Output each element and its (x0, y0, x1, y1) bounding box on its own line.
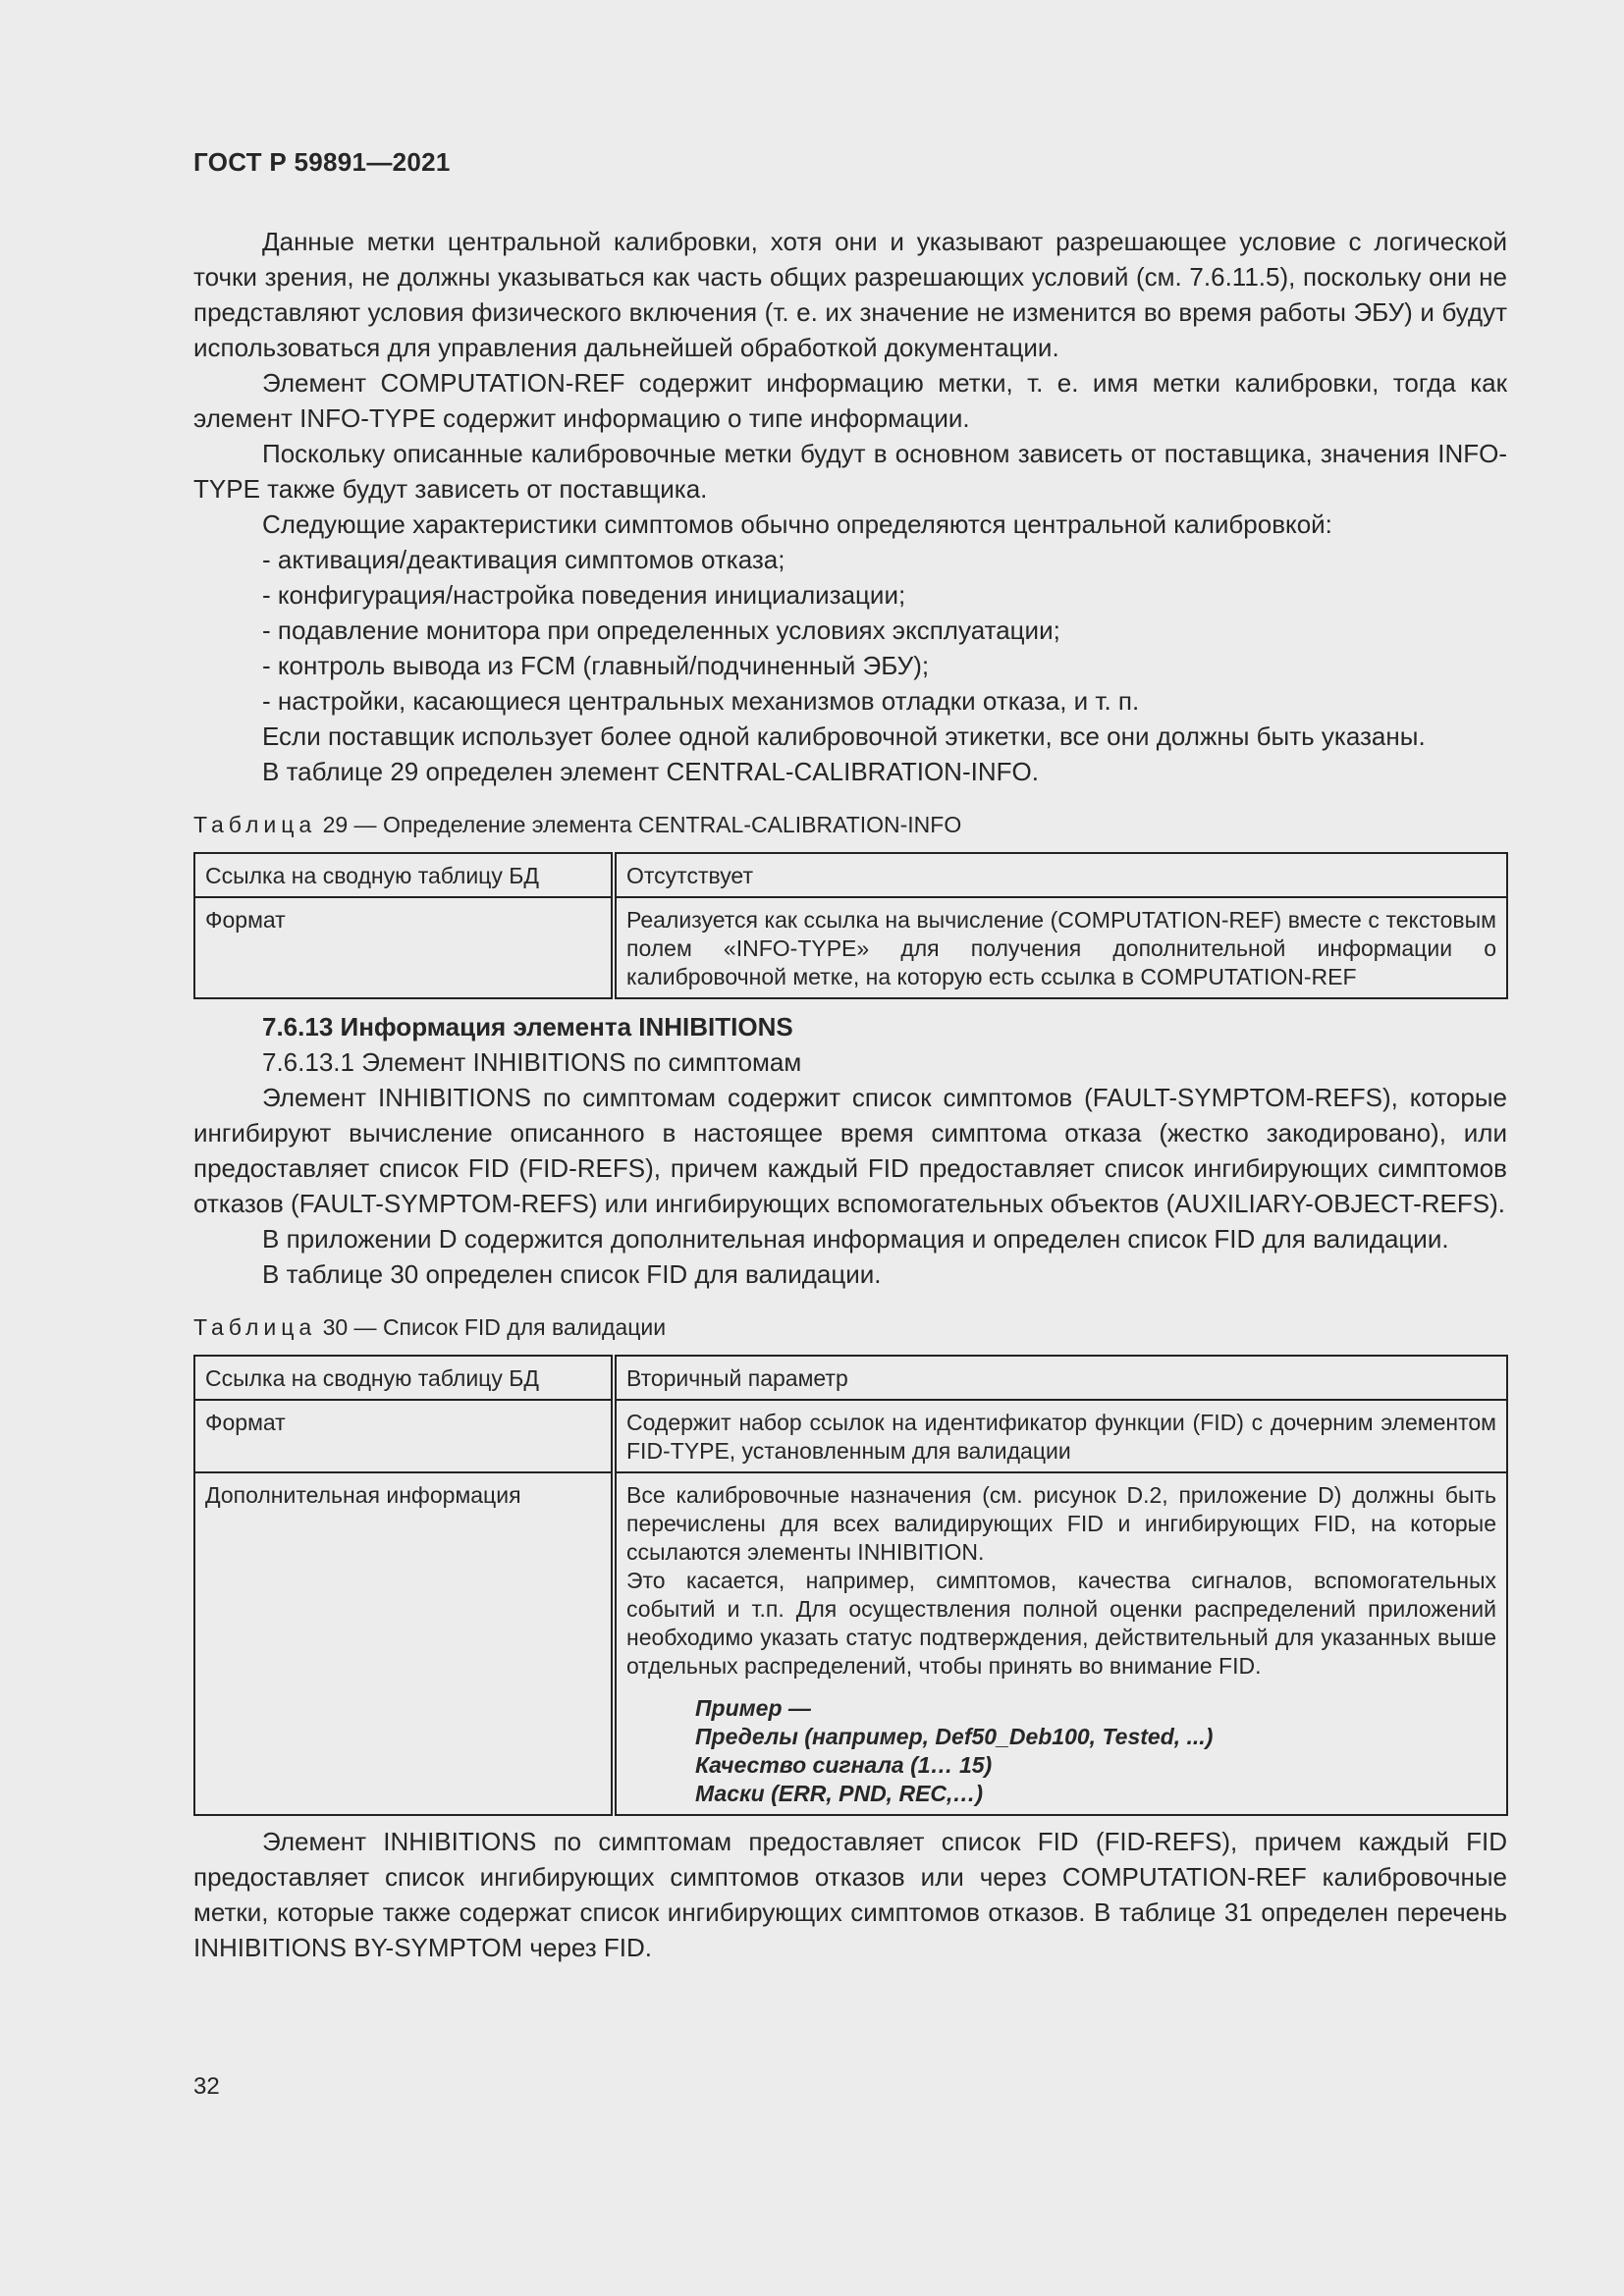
caption-text: 30 — Список FID для валидации (322, 1314, 667, 1340)
table-29 (193, 852, 1508, 999)
list-item: - настройки, касающиеся центральных механизмов отладки отказа, и т. п. (262, 686, 1140, 716)
table-row (194, 897, 1507, 998)
list-item: - контроль вывода из FCM (главный/подчиненный ЭБУ); (262, 651, 930, 680)
section-heading: 7.6.13 Информация элемента INHIBITIONS (262, 1012, 793, 1041)
list-item: - подавление монитора при определенных условиях эксплуатации; (262, 615, 1060, 645)
document-header: ГОСТ Р 59891—2021 (193, 147, 451, 177)
paragraph: Следующие характеристики симптомов обычно определяются центральной калибровкой: (262, 509, 1332, 539)
paragraph: В таблице 29 определен элемент CENTRAL-CALIBRATION-INFO. (262, 757, 1039, 786)
table-row (194, 1400, 1507, 1472)
example-line: Пределы (например, Def50_Deb100, Tested, ...) (695, 1724, 1214, 1749)
table-30-caption (193, 1311, 1507, 1343)
table-cell-label: Ссылка на сводную таблицу БД (194, 1356, 614, 1400)
table-row (194, 1472, 1507, 1815)
list-item: - конфигурация/настройка поведения инициализации; (262, 580, 906, 610)
table-cell-value: Отсутствует (614, 853, 1507, 897)
subsection-heading: 7.6.13.1 Элемент INHIBITIONS по симптомам (262, 1047, 802, 1077)
paragraph: В приложении D содержится дополнительная информация и определен список FID для валидации. (262, 1224, 1449, 1254)
table-row (194, 1356, 1507, 1400)
paragraph: Элемент COMPUTATION-REF содержит информацию метки, т. е. имя метки калибровки, тогда как элемент INFO-TYPE содержит информацию о типе информации. (193, 368, 1507, 433)
paragraph: В таблице 30 определен список FID для валидации. (262, 1259, 882, 1289)
paragraph: Если поставщик использует более одной калибровочной этикетки, все они должны быть указаны. (262, 721, 1426, 751)
caption-prefix: Таблица (193, 1314, 317, 1340)
caption-text: 29 — Определение элемента CENTRAL-CALIBRATION-INFO (322, 812, 962, 837)
table-cell-value (614, 1472, 1507, 1815)
table-cell-label: Формат (194, 1400, 614, 1472)
table-cell-value: Реализуется как ссылка на вычисление (COMPUTATION-REF) вместе с текстовым полем «INFO-TYPE» для получения дополнительной информации о калибровочной метке, на которую есть ссылка в COMPUTATION-REF (614, 897, 1507, 998)
example-line: Маски (ERR, PND, REC,…) (695, 1781, 984, 1806)
paragraph: Элемент INHIBITIONS по симптомам содержит список симптомов (FAULT-SYMPTOM-REFS), которые ингибируют вычисление описанного в настоящее время симптома отказа (жестко закодировано), или предоставляет список FID (FID-REFS), причем каждый FID предоставляет список ингибирующих симптомов отказов (FAULT-SYMPTOM-REFS) или ингибирующих вспомогательных объектов (AUXILIARY-OBJECT-REFS). (193, 1083, 1507, 1218)
example-block (626, 1694, 1496, 1808)
table-cell-label: Формат (194, 897, 614, 998)
example-line: Качество сигнала (1… 15) (695, 1752, 993, 1778)
table-cell-label: Дополнительная информация (194, 1472, 614, 1815)
list-item: - активация/деактивация симптомов отказа; (262, 545, 785, 574)
cell-paragraph: Это касается, например, симптомов, качества сигналов, вспомогательных событий и т.п. Для осуществления полной оценки распределений приложений необходимо указать статус подтверждения, действительный для указанных выше отдельных распределений, чтобы принять во внимание FID. (626, 1568, 1496, 1679)
table-30 (193, 1355, 1508, 1816)
table-cell-value: Содержит набор ссылок на идентификатор функции (FID) с дочерним элементом FID-TYPE, установленным для валидации (614, 1400, 1507, 1472)
paragraph: Элемент INHIBITIONS по симптомам предоставляет список FID (FID-REFS), причем каждый FID предоставляет список ингибирующих симптомов отказов или через COMPUTATION-REF калибровочные метки, которые также содержат список ингибирующих симптомов отказов. В таблице 31 определен перечень INHIBITIONS BY-SYMPTOM через FID. (193, 1827, 1507, 1962)
paragraph: Данные метки центральной калибровки, хотя они и указывают разрешающее условие с логической точки зрения, не должны указываться как часть общих разрешающих условий (см. 7.6.11.5), поскольку они не представляют условия физического включения (т. е. их значение не изменится во время работы ЭБУ) и будут использоваться для управления дальнейшей обработкой документации. (193, 227, 1507, 362)
table-cell-value: Вторичный параметр (614, 1356, 1507, 1400)
page-number: 32 (193, 2073, 220, 2100)
table-29-caption (193, 809, 1507, 840)
example-line: Пример — (695, 1695, 811, 1721)
document-body (193, 224, 1507, 1965)
caption-prefix: Таблица (193, 812, 317, 837)
paragraph: Поскольку описанные калибровочные метки будут в основном зависеть от поставщика, значения INFO-TYPE также будут зависеть от поставщика. (193, 439, 1507, 504)
cell-paragraph: Все калибровочные назначения (см. рисунок D.2, приложение D) должны быть перечислены для всех валидирующих FID и ингибирующих FID, на которые ссылаются элементы INHIBITION. (626, 1482, 1496, 1565)
table-cell-label: Ссылка на сводную таблицу БД (194, 853, 614, 897)
table-row (194, 853, 1507, 897)
